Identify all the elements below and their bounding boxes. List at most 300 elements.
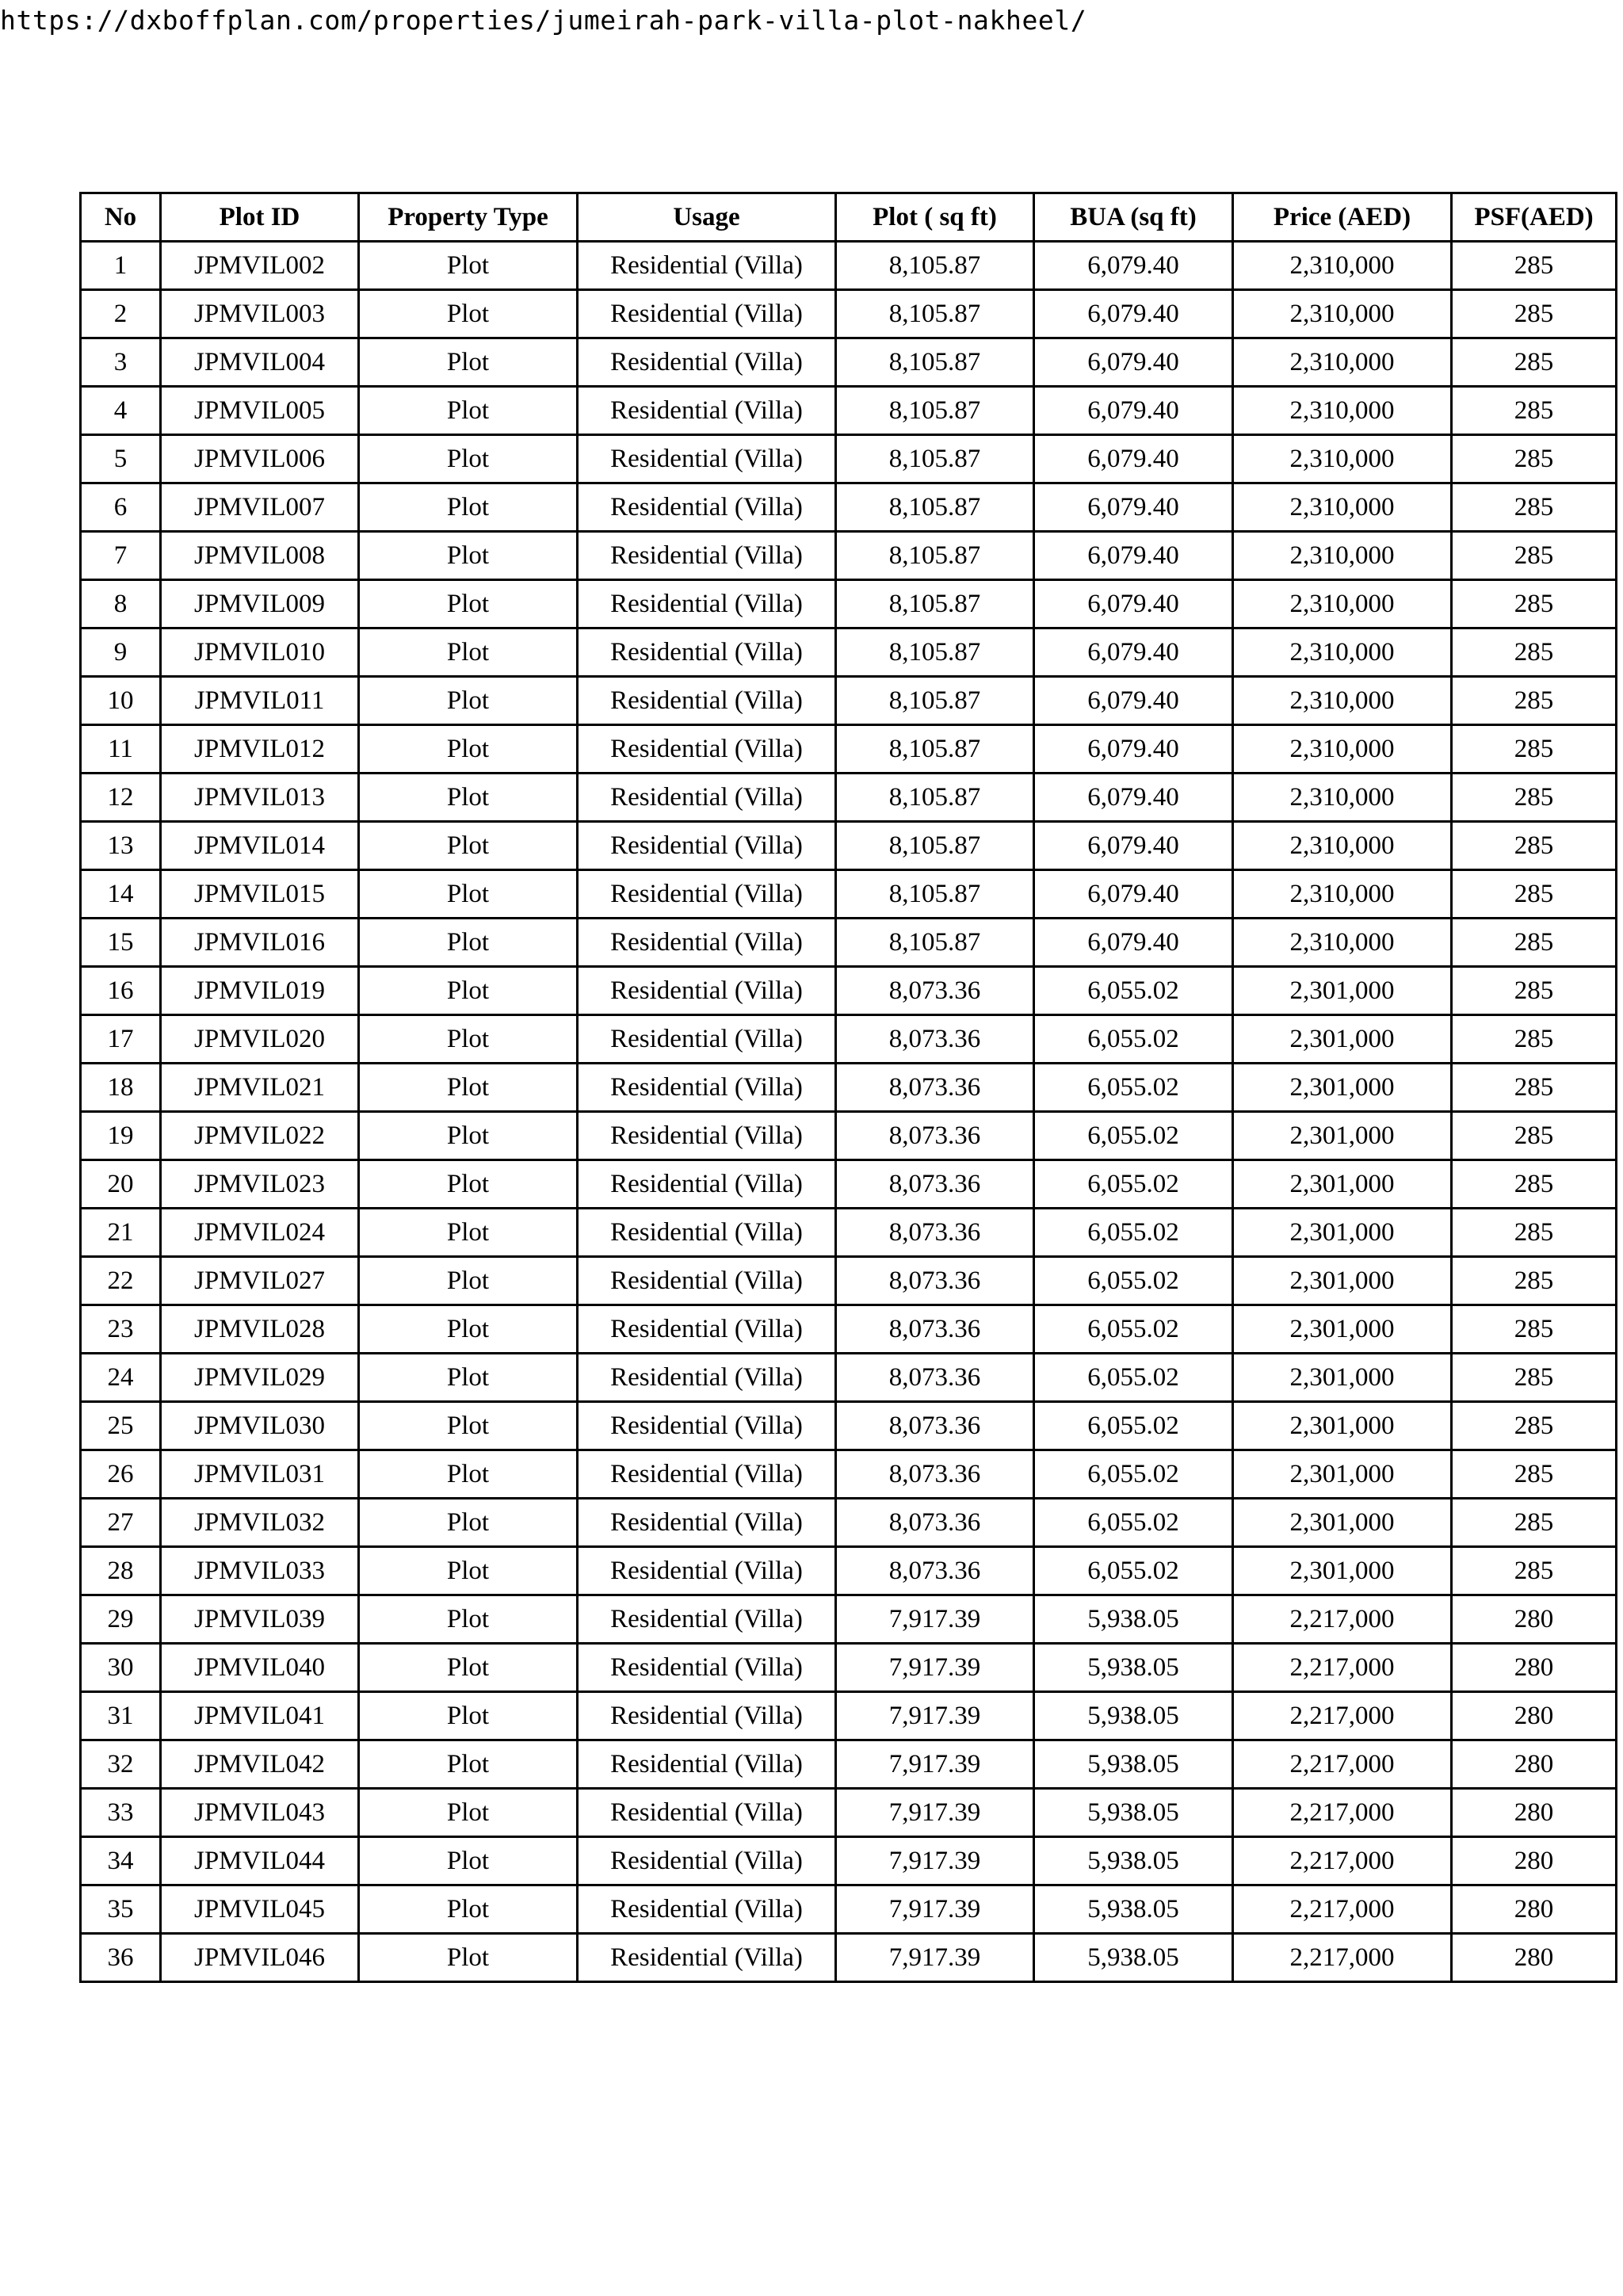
cell-no: 22 bbox=[81, 1257, 161, 1305]
cell-price: 2,310,000 bbox=[1233, 387, 1452, 435]
cell-no: 36 bbox=[81, 1934, 161, 1982]
cell-plot-id: JPMVIL011 bbox=[161, 677, 359, 725]
cell-plot-area: 8,105.87 bbox=[836, 919, 1034, 967]
cell-plot-id: JPMVIL033 bbox=[161, 1547, 359, 1595]
cell-plot-area: 8,105.87 bbox=[836, 628, 1034, 677]
table-row bbox=[81, 387, 1617, 435]
cell-property-type: Plot bbox=[359, 1499, 578, 1547]
cell-no: 29 bbox=[81, 1595, 161, 1644]
cell-plot-area: 8,073.36 bbox=[836, 1547, 1034, 1595]
cell-usage: Residential (Villa) bbox=[578, 774, 836, 822]
cell-property-type: Plot bbox=[359, 1837, 578, 1885]
cell-bua: 6,055.02 bbox=[1034, 1257, 1233, 1305]
cell-property-type: Plot bbox=[359, 1595, 578, 1644]
cell-plot-id: JPMVIL030 bbox=[161, 1402, 359, 1450]
cell-no: 14 bbox=[81, 870, 161, 919]
cell-psf: 280 bbox=[1452, 1789, 1617, 1837]
cell-psf: 285 bbox=[1452, 1209, 1617, 1257]
cell-usage: Residential (Villa) bbox=[578, 435, 836, 483]
table-row bbox=[81, 1595, 1617, 1644]
cell-price: 2,301,000 bbox=[1233, 967, 1452, 1015]
table-row bbox=[81, 1305, 1617, 1354]
table-row bbox=[81, 725, 1617, 774]
cell-usage: Residential (Villa) bbox=[578, 1547, 836, 1595]
cell-no: 11 bbox=[81, 725, 161, 774]
cell-property-type: Plot bbox=[359, 1547, 578, 1595]
cell-price: 2,310,000 bbox=[1233, 919, 1452, 967]
cell-bua: 5,938.05 bbox=[1034, 1934, 1233, 1982]
cell-property-type: Plot bbox=[359, 628, 578, 677]
cell-usage: Residential (Villa) bbox=[578, 967, 836, 1015]
cell-no: 4 bbox=[81, 387, 161, 435]
cell-property-type: Plot bbox=[359, 1402, 578, 1450]
header-price: Price (AED) bbox=[1233, 193, 1452, 242]
cell-psf: 285 bbox=[1452, 1064, 1617, 1112]
cell-price: 2,310,000 bbox=[1233, 435, 1452, 483]
cell-bua: 6,079.40 bbox=[1034, 387, 1233, 435]
cell-plot-id: JPMVIL004 bbox=[161, 338, 359, 387]
cell-no: 2 bbox=[81, 290, 161, 338]
cell-plot-area: 8,105.87 bbox=[836, 774, 1034, 822]
cell-usage: Residential (Villa) bbox=[578, 1644, 836, 1692]
table-row bbox=[81, 338, 1617, 387]
cell-psf: 285 bbox=[1452, 290, 1617, 338]
cell-property-type: Plot bbox=[359, 725, 578, 774]
cell-plot-area: 8,105.87 bbox=[836, 532, 1034, 580]
cell-no: 1 bbox=[81, 242, 161, 290]
cell-plot-id: JPMVIL039 bbox=[161, 1595, 359, 1644]
cell-psf: 285 bbox=[1452, 1160, 1617, 1209]
cell-property-type: Plot bbox=[359, 532, 578, 580]
cell-psf: 285 bbox=[1452, 1257, 1617, 1305]
cell-bua: 6,055.02 bbox=[1034, 1547, 1233, 1595]
cell-no: 17 bbox=[81, 1015, 161, 1064]
cell-plot-id: JPMVIL019 bbox=[161, 967, 359, 1015]
cell-psf: 285 bbox=[1452, 580, 1617, 628]
cell-price: 2,310,000 bbox=[1233, 628, 1452, 677]
cell-plot-area: 8,073.36 bbox=[836, 1499, 1034, 1547]
cell-plot-area: 8,073.36 bbox=[836, 1064, 1034, 1112]
cell-plot-id: JPMVIL010 bbox=[161, 628, 359, 677]
cell-psf: 280 bbox=[1452, 1595, 1617, 1644]
cell-property-type: Plot bbox=[359, 1885, 578, 1934]
table-row bbox=[81, 774, 1617, 822]
table-row bbox=[81, 1209, 1617, 1257]
cell-property-type: Plot bbox=[359, 387, 578, 435]
cell-plot-area: 8,105.87 bbox=[836, 677, 1034, 725]
cell-no: 13 bbox=[81, 822, 161, 870]
cell-psf: 285 bbox=[1452, 1015, 1617, 1064]
cell-no: 26 bbox=[81, 1450, 161, 1499]
cell-property-type: Plot bbox=[359, 870, 578, 919]
cell-no: 24 bbox=[81, 1354, 161, 1402]
cell-plot-id: JPMVIL015 bbox=[161, 870, 359, 919]
cell-bua: 6,079.40 bbox=[1034, 290, 1233, 338]
cell-usage: Residential (Villa) bbox=[578, 532, 836, 580]
cell-plot-id: JPMVIL031 bbox=[161, 1450, 359, 1499]
cell-psf: 285 bbox=[1452, 532, 1617, 580]
cell-bua: 5,938.05 bbox=[1034, 1644, 1233, 1692]
table-row bbox=[81, 1885, 1617, 1934]
cell-bua: 6,079.40 bbox=[1034, 435, 1233, 483]
cell-bua: 6,079.40 bbox=[1034, 677, 1233, 725]
cell-plot-area: 8,105.87 bbox=[836, 242, 1034, 290]
table-row bbox=[81, 483, 1617, 532]
cell-no: 8 bbox=[81, 580, 161, 628]
cell-plot-id: JPMVIL044 bbox=[161, 1837, 359, 1885]
cell-usage: Residential (Villa) bbox=[578, 628, 836, 677]
cell-bua: 6,079.40 bbox=[1034, 870, 1233, 919]
table-row bbox=[81, 1450, 1617, 1499]
header-psf: PSF(AED) bbox=[1452, 193, 1617, 242]
header-property-type: Property Type bbox=[359, 193, 578, 242]
cell-psf: 285 bbox=[1452, 774, 1617, 822]
cell-price: 2,310,000 bbox=[1233, 532, 1452, 580]
table-row bbox=[81, 822, 1617, 870]
cell-price: 2,310,000 bbox=[1233, 483, 1452, 532]
cell-price: 2,301,000 bbox=[1233, 1402, 1452, 1450]
cell-psf: 285 bbox=[1452, 677, 1617, 725]
cell-price: 2,310,000 bbox=[1233, 580, 1452, 628]
cell-plot-area: 8,073.36 bbox=[836, 1112, 1034, 1160]
cell-no: 16 bbox=[81, 967, 161, 1015]
cell-property-type: Plot bbox=[359, 1160, 578, 1209]
cell-bua: 6,055.02 bbox=[1034, 967, 1233, 1015]
cell-plot-id: JPMVIL046 bbox=[161, 1934, 359, 1982]
cell-no: 33 bbox=[81, 1789, 161, 1837]
cell-psf: 280 bbox=[1452, 1934, 1617, 1982]
cell-plot-area: 7,917.39 bbox=[836, 1837, 1034, 1885]
cell-usage: Residential (Villa) bbox=[578, 1209, 836, 1257]
cell-price: 2,310,000 bbox=[1233, 290, 1452, 338]
cell-property-type: Plot bbox=[359, 677, 578, 725]
cell-bua: 6,079.40 bbox=[1034, 919, 1233, 967]
table-row bbox=[81, 870, 1617, 919]
cell-property-type: Plot bbox=[359, 290, 578, 338]
cell-usage: Residential (Villa) bbox=[578, 1692, 836, 1740]
cell-no: 10 bbox=[81, 677, 161, 725]
cell-plot-area: 7,917.39 bbox=[836, 1885, 1034, 1934]
cell-property-type: Plot bbox=[359, 580, 578, 628]
table-body bbox=[81, 242, 1617, 1982]
cell-plot-id: JPMVIL013 bbox=[161, 774, 359, 822]
cell-plot-id: JPMVIL040 bbox=[161, 1644, 359, 1692]
cell-plot-id: JPMVIL012 bbox=[161, 725, 359, 774]
cell-no: 21 bbox=[81, 1209, 161, 1257]
cell-price: 2,217,000 bbox=[1233, 1595, 1452, 1644]
cell-property-type: Plot bbox=[359, 1015, 578, 1064]
cell-price: 2,301,000 bbox=[1233, 1499, 1452, 1547]
cell-bua: 6,079.40 bbox=[1034, 822, 1233, 870]
cell-usage: Residential (Villa) bbox=[578, 1837, 836, 1885]
cell-property-type: Plot bbox=[359, 1740, 578, 1789]
cell-usage: Residential (Villa) bbox=[578, 1595, 836, 1644]
cell-bua: 6,079.40 bbox=[1034, 628, 1233, 677]
cell-psf: 280 bbox=[1452, 1740, 1617, 1789]
cell-property-type: Plot bbox=[359, 822, 578, 870]
cell-no: 3 bbox=[81, 338, 161, 387]
cell-plot-area: 8,105.87 bbox=[836, 725, 1034, 774]
table-row bbox=[81, 435, 1617, 483]
table-row bbox=[81, 242, 1617, 290]
cell-no: 25 bbox=[81, 1402, 161, 1450]
cell-bua: 6,055.02 bbox=[1034, 1064, 1233, 1112]
cell-psf: 280 bbox=[1452, 1692, 1617, 1740]
cell-plot-area: 8,073.36 bbox=[836, 1209, 1034, 1257]
header-plot-id: Plot ID bbox=[161, 193, 359, 242]
cell-bua: 6,055.02 bbox=[1034, 1499, 1233, 1547]
cell-no: 6 bbox=[81, 483, 161, 532]
table-row bbox=[81, 919, 1617, 967]
cell-price: 2,310,000 bbox=[1233, 822, 1452, 870]
cell-no: 19 bbox=[81, 1112, 161, 1160]
cell-plot-id: JPMVIL032 bbox=[161, 1499, 359, 1547]
cell-plot-area: 8,073.36 bbox=[836, 1015, 1034, 1064]
cell-property-type: Plot bbox=[359, 1305, 578, 1354]
cell-plot-id: JPMVIL042 bbox=[161, 1740, 359, 1789]
cell-property-type: Plot bbox=[359, 1354, 578, 1402]
cell-usage: Residential (Villa) bbox=[578, 725, 836, 774]
cell-bua: 6,055.02 bbox=[1034, 1305, 1233, 1354]
header-bua: BUA (sq ft) bbox=[1034, 193, 1233, 242]
cell-plot-id: JPMVIL029 bbox=[161, 1354, 359, 1402]
table-row bbox=[81, 1015, 1617, 1064]
cell-property-type: Plot bbox=[359, 1209, 578, 1257]
cell-price: 2,217,000 bbox=[1233, 1644, 1452, 1692]
table-row bbox=[81, 1064, 1617, 1112]
cell-plot-area: 8,073.36 bbox=[836, 1160, 1034, 1209]
cell-psf: 285 bbox=[1452, 435, 1617, 483]
cell-price: 2,301,000 bbox=[1233, 1450, 1452, 1499]
cell-price: 2,301,000 bbox=[1233, 1209, 1452, 1257]
cell-price: 2,301,000 bbox=[1233, 1015, 1452, 1064]
cell-price: 2,310,000 bbox=[1233, 725, 1452, 774]
cell-usage: Residential (Villa) bbox=[578, 1305, 836, 1354]
cell-usage: Residential (Villa) bbox=[578, 1885, 836, 1934]
cell-plot-area: 8,073.36 bbox=[836, 1305, 1034, 1354]
cell-plot-id: JPMVIL009 bbox=[161, 580, 359, 628]
table-row bbox=[81, 290, 1617, 338]
cell-plot-area: 8,073.36 bbox=[836, 967, 1034, 1015]
cell-usage: Residential (Villa) bbox=[578, 338, 836, 387]
table-row bbox=[81, 532, 1617, 580]
table-row bbox=[81, 1789, 1617, 1837]
cell-plot-id: JPMVIL027 bbox=[161, 1257, 359, 1305]
cell-price: 2,310,000 bbox=[1233, 338, 1452, 387]
cell-property-type: Plot bbox=[359, 1789, 578, 1837]
cell-plot-id: JPMVIL008 bbox=[161, 532, 359, 580]
cell-psf: 285 bbox=[1452, 628, 1617, 677]
cell-property-type: Plot bbox=[359, 435, 578, 483]
cell-plot-area: 8,105.87 bbox=[836, 290, 1034, 338]
cell-usage: Residential (Villa) bbox=[578, 1934, 836, 1982]
cell-psf: 280 bbox=[1452, 1644, 1617, 1692]
cell-price: 2,301,000 bbox=[1233, 1547, 1452, 1595]
cell-plot-id: JPMVIL023 bbox=[161, 1160, 359, 1209]
cell-property-type: Plot bbox=[359, 919, 578, 967]
cell-plot-id: JPMVIL014 bbox=[161, 822, 359, 870]
cell-plot-id: JPMVIL020 bbox=[161, 1015, 359, 1064]
cell-plot-area: 8,073.36 bbox=[836, 1257, 1034, 1305]
cell-bua: 5,938.05 bbox=[1034, 1595, 1233, 1644]
cell-psf: 285 bbox=[1452, 1450, 1617, 1499]
table-row bbox=[81, 1740, 1617, 1789]
cell-psf: 285 bbox=[1452, 1305, 1617, 1354]
cell-no: 31 bbox=[81, 1692, 161, 1740]
cell-usage: Residential (Villa) bbox=[578, 870, 836, 919]
cell-property-type: Plot bbox=[359, 483, 578, 532]
cell-usage: Residential (Villa) bbox=[578, 1450, 836, 1499]
cell-plot-area: 8,105.87 bbox=[836, 338, 1034, 387]
cell-usage: Residential (Villa) bbox=[578, 580, 836, 628]
cell-bua: 6,055.02 bbox=[1034, 1450, 1233, 1499]
cell-no: 23 bbox=[81, 1305, 161, 1354]
cell-no: 18 bbox=[81, 1064, 161, 1112]
cell-psf: 285 bbox=[1452, 919, 1617, 967]
cell-price: 2,301,000 bbox=[1233, 1160, 1452, 1209]
cell-bua: 6,079.40 bbox=[1034, 725, 1233, 774]
cell-bua: 5,938.05 bbox=[1034, 1837, 1233, 1885]
page-url: https://dxboffplan.com/properties/jumeirah-park-villa-plot-nakheel/ bbox=[0, 5, 1087, 36]
cell-psf: 285 bbox=[1452, 1499, 1617, 1547]
cell-plot-area: 8,073.36 bbox=[836, 1450, 1034, 1499]
cell-plot-area: 8,105.87 bbox=[836, 435, 1034, 483]
cell-price: 2,217,000 bbox=[1233, 1740, 1452, 1789]
cell-bua: 6,055.02 bbox=[1034, 1354, 1233, 1402]
cell-plot-id: JPMVIL021 bbox=[161, 1064, 359, 1112]
cell-bua: 5,938.05 bbox=[1034, 1885, 1233, 1934]
cell-usage: Residential (Villa) bbox=[578, 1112, 836, 1160]
cell-plot-area: 8,105.87 bbox=[836, 870, 1034, 919]
cell-usage: Residential (Villa) bbox=[578, 387, 836, 435]
cell-plot-id: JPMVIL002 bbox=[161, 242, 359, 290]
cell-no: 30 bbox=[81, 1644, 161, 1692]
cell-usage: Residential (Villa) bbox=[578, 1160, 836, 1209]
cell-psf: 285 bbox=[1452, 242, 1617, 290]
cell-psf: 285 bbox=[1452, 1402, 1617, 1450]
cell-bua: 6,079.40 bbox=[1034, 774, 1233, 822]
cell-psf: 285 bbox=[1452, 822, 1617, 870]
cell-no: 34 bbox=[81, 1837, 161, 1885]
cell-plot-id: JPMVIL007 bbox=[161, 483, 359, 532]
cell-property-type: Plot bbox=[359, 1064, 578, 1112]
cell-plot-area: 7,917.39 bbox=[836, 1692, 1034, 1740]
cell-bua: 6,055.02 bbox=[1034, 1209, 1233, 1257]
cell-bua: 5,938.05 bbox=[1034, 1692, 1233, 1740]
cell-price: 2,217,000 bbox=[1233, 1934, 1452, 1982]
cell-price: 2,301,000 bbox=[1233, 1305, 1452, 1354]
cell-plot-id: JPMVIL022 bbox=[161, 1112, 359, 1160]
cell-psf: 285 bbox=[1452, 338, 1617, 387]
cell-price: 2,310,000 bbox=[1233, 677, 1452, 725]
cell-property-type: Plot bbox=[359, 1934, 578, 1982]
cell-plot-id: JPMVIL005 bbox=[161, 387, 359, 435]
cell-property-type: Plot bbox=[359, 1112, 578, 1160]
cell-no: 27 bbox=[81, 1499, 161, 1547]
cell-psf: 285 bbox=[1452, 1354, 1617, 1402]
cell-plot-id: JPMVIL045 bbox=[161, 1885, 359, 1934]
cell-bua: 6,079.40 bbox=[1034, 338, 1233, 387]
cell-plot-area: 8,105.87 bbox=[836, 580, 1034, 628]
cell-psf: 285 bbox=[1452, 387, 1617, 435]
header-usage: Usage bbox=[578, 193, 836, 242]
cell-usage: Residential (Villa) bbox=[578, 1789, 836, 1837]
cell-no: 12 bbox=[81, 774, 161, 822]
cell-bua: 6,055.02 bbox=[1034, 1112, 1233, 1160]
table-row bbox=[81, 580, 1617, 628]
cell-no: 5 bbox=[81, 435, 161, 483]
cell-psf: 285 bbox=[1452, 483, 1617, 532]
cell-plot-area: 8,073.36 bbox=[836, 1354, 1034, 1402]
cell-psf: 280 bbox=[1452, 1837, 1617, 1885]
cell-plot-area: 7,917.39 bbox=[836, 1595, 1034, 1644]
cell-usage: Residential (Villa) bbox=[578, 1740, 836, 1789]
table-row bbox=[81, 1112, 1617, 1160]
cell-no: 9 bbox=[81, 628, 161, 677]
cell-bua: 6,055.02 bbox=[1034, 1402, 1233, 1450]
cell-usage: Residential (Villa) bbox=[578, 677, 836, 725]
cell-psf: 285 bbox=[1452, 725, 1617, 774]
cell-plot-id: JPMVIL006 bbox=[161, 435, 359, 483]
cell-bua: 6,079.40 bbox=[1034, 483, 1233, 532]
cell-no: 32 bbox=[81, 1740, 161, 1789]
cell-bua: 6,055.02 bbox=[1034, 1160, 1233, 1209]
table-row bbox=[81, 1499, 1617, 1547]
cell-plot-area: 7,917.39 bbox=[836, 1789, 1034, 1837]
table-row bbox=[81, 1644, 1617, 1692]
cell-plot-id: JPMVIL043 bbox=[161, 1789, 359, 1837]
table-row bbox=[81, 967, 1617, 1015]
cell-price: 2,301,000 bbox=[1233, 1257, 1452, 1305]
table-row bbox=[81, 1934, 1617, 1982]
cell-bua: 5,938.05 bbox=[1034, 1789, 1233, 1837]
cell-usage: Residential (Villa) bbox=[578, 919, 836, 967]
table-row bbox=[81, 1692, 1617, 1740]
table-header-row bbox=[81, 193, 1617, 242]
cell-plot-area: 7,917.39 bbox=[836, 1740, 1034, 1789]
cell-psf: 280 bbox=[1452, 1885, 1617, 1934]
cell-price: 2,217,000 bbox=[1233, 1789, 1452, 1837]
header-plot-area: Plot ( sq ft) bbox=[836, 193, 1034, 242]
cell-usage: Residential (Villa) bbox=[578, 1257, 836, 1305]
cell-plot-id: JPMVIL016 bbox=[161, 919, 359, 967]
cell-no: 28 bbox=[81, 1547, 161, 1595]
cell-plot-id: JPMVIL041 bbox=[161, 1692, 359, 1740]
cell-price: 2,310,000 bbox=[1233, 774, 1452, 822]
cell-no: 35 bbox=[81, 1885, 161, 1934]
cell-no: 20 bbox=[81, 1160, 161, 1209]
cell-plot-id: JPMVIL028 bbox=[161, 1305, 359, 1354]
cell-plot-area: 7,917.39 bbox=[836, 1644, 1034, 1692]
cell-psf: 285 bbox=[1452, 1112, 1617, 1160]
table-row bbox=[81, 1547, 1617, 1595]
cell-psf: 285 bbox=[1452, 870, 1617, 919]
table-row bbox=[81, 1354, 1617, 1402]
cell-price: 2,310,000 bbox=[1233, 242, 1452, 290]
cell-usage: Residential (Villa) bbox=[578, 1499, 836, 1547]
cell-plot-area: 8,105.87 bbox=[836, 387, 1034, 435]
cell-usage: Residential (Villa) bbox=[578, 1015, 836, 1064]
cell-usage: Residential (Villa) bbox=[578, 483, 836, 532]
cell-bua: 6,055.02 bbox=[1034, 1015, 1233, 1064]
cell-plot-area: 8,073.36 bbox=[836, 1402, 1034, 1450]
cell-property-type: Plot bbox=[359, 1692, 578, 1740]
header-no: No bbox=[81, 193, 161, 242]
cell-psf: 285 bbox=[1452, 967, 1617, 1015]
cell-plot-id: JPMVIL003 bbox=[161, 290, 359, 338]
cell-price: 2,301,000 bbox=[1233, 1112, 1452, 1160]
cell-property-type: Plot bbox=[359, 1450, 578, 1499]
